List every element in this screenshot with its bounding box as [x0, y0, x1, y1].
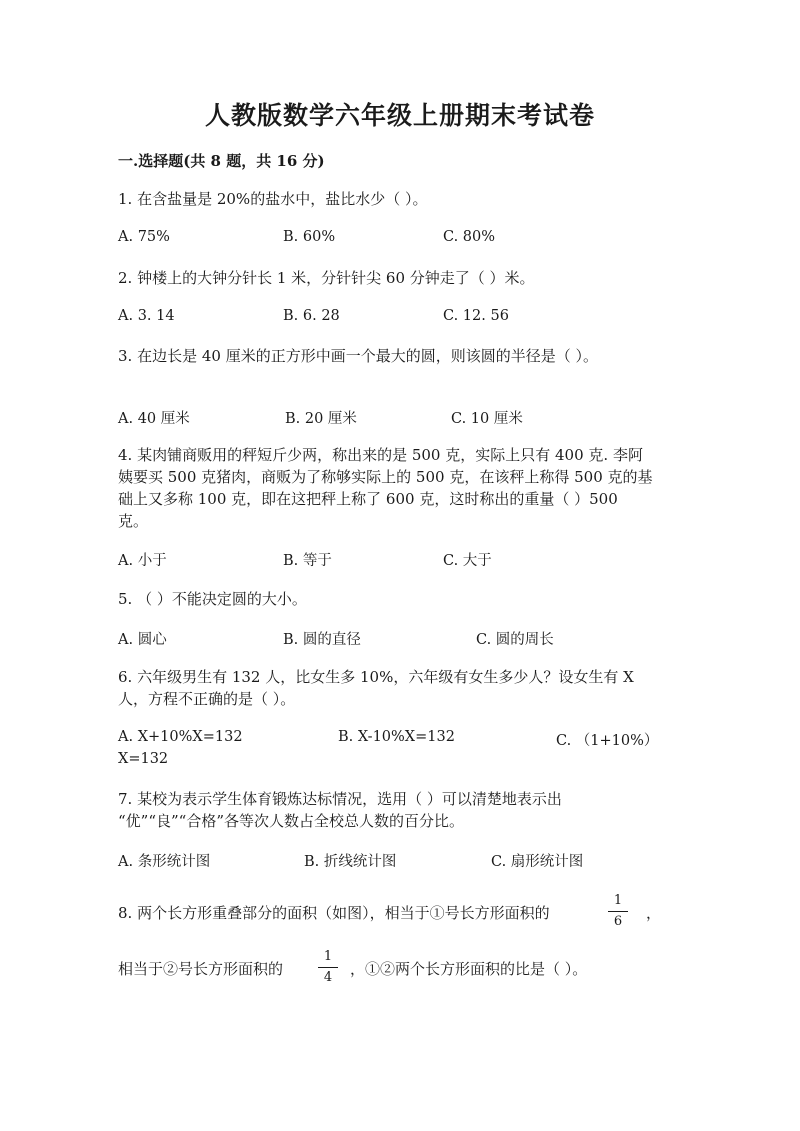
q7-option-a[interactable]: A. 条形统计图 — [118, 854, 211, 870]
q5-option-c[interactable]: C. 圆的周长 — [476, 632, 554, 648]
q6-option-c-continued: X=132 — [118, 751, 169, 767]
q2-option-c[interactable]: C. 12. 56 — [443, 308, 509, 324]
q4-option-a[interactable]: A. 小于 — [118, 553, 167, 569]
q7-option-c[interactable]: C. 扇形统计图 — [491, 854, 584, 870]
question-2: 2. 钟楼上的大钟分针长 1 米，分针针尖 60 分钟走了（ ）米。 — [118, 269, 535, 287]
q5-option-a[interactable]: A. 圆心 — [118, 632, 167, 648]
question-3: 3. 在边长是 40 厘米的正方形中画一个最大的圆，则该圆的半径是（ ）。 — [118, 347, 598, 365]
q6-option-b[interactable]: B. X-10%X=132 — [338, 729, 455, 745]
q6-option-c[interactable]: C. （1+10%） — [556, 733, 659, 749]
question-6-line-1: 6. 六年级男生有 132 人，比女生多 10%，六年级有女生多少人？设女生有 X — [118, 668, 634, 686]
question-6-line-2: 人，方程不正确的是（ ）。 — [118, 690, 296, 708]
q1-option-a[interactable]: A. 75% — [118, 229, 170, 245]
q6-option-a[interactable]: A. X+10%X=132 — [118, 729, 243, 745]
q3-option-c[interactable]: C. 10 厘米 — [451, 411, 523, 427]
exam-title: 人教版数学六年级上册期末考试卷 — [204, 101, 595, 130]
question-4-line-4: 克。 — [118, 512, 149, 530]
q5-option-b[interactable]: B. 圆的直径 — [283, 632, 361, 648]
question-1: 1. 在含盐量是 20%的盐水中，盐比水少（ ）。 — [118, 190, 428, 208]
q2-option-b[interactable]: B. 6. 28 — [283, 308, 340, 324]
question-8-part-3: ，①②两个长方形面积的比是（ ）。 — [350, 960, 588, 978]
q1-option-b[interactable]: B. 60% — [283, 229, 336, 245]
question-4-line-3: 础上又多称 100 克，即在这把秤上称了 600 克，这时称出的重量（ ）500 — [118, 490, 618, 508]
question-4-line-2: 姨要买 500 克猪肉，商贩为了称够实际上的 500 克，在该秤上称得 500 克的基 — [118, 468, 653, 486]
fraction-one-sixth — [608, 893, 628, 930]
question-8-part-2: 相当于②号长方形面积的 — [118, 960, 284, 978]
question-7-line-2: “优”“良”“合格”各等次人数占全校总人数的百分比。 — [118, 812, 465, 830]
q4-option-c[interactable]: C. 大于 — [443, 553, 492, 569]
question-8-comma: ， — [646, 904, 662, 922]
question-8-part-1: 8. 两个长方形重叠部分的面积（如图），相当于①号长方形面积的 — [118, 904, 550, 922]
fraction-numerator: 1 — [613, 893, 623, 908]
fraction-numerator: 1 — [323, 949, 333, 964]
q1-option-c[interactable]: C. 80% — [443, 229, 496, 245]
fraction-denominator: 6 — [613, 914, 623, 929]
question-7-line-1: 7. 某校为表示学生体育锻炼达标情况，选用（ ）可以清楚地表示出 — [118, 790, 562, 808]
question-5: 5. （ ）不能决定圆的大小。 — [118, 590, 307, 608]
fraction-denominator: 4 — [323, 970, 333, 985]
section-heading: 一.选择题(共 8 题，共 16 分) — [118, 152, 325, 170]
q3-option-b[interactable]: B. 20 厘米 — [285, 411, 357, 427]
fraction-one-quarter — [318, 949, 338, 986]
q7-option-b[interactable]: B. 折线统计图 — [304, 854, 397, 870]
question-4-line-1: 4. 某肉铺商贩用的秤短斤少两，称出来的是 500 克，实际上只有 400 克. 李阿 — [118, 446, 643, 464]
q2-option-a[interactable]: A. 3. 14 — [118, 308, 175, 324]
q3-option-a[interactable]: A. 40 厘米 — [118, 411, 190, 427]
q4-option-b[interactable]: B. 等于 — [283, 553, 332, 569]
